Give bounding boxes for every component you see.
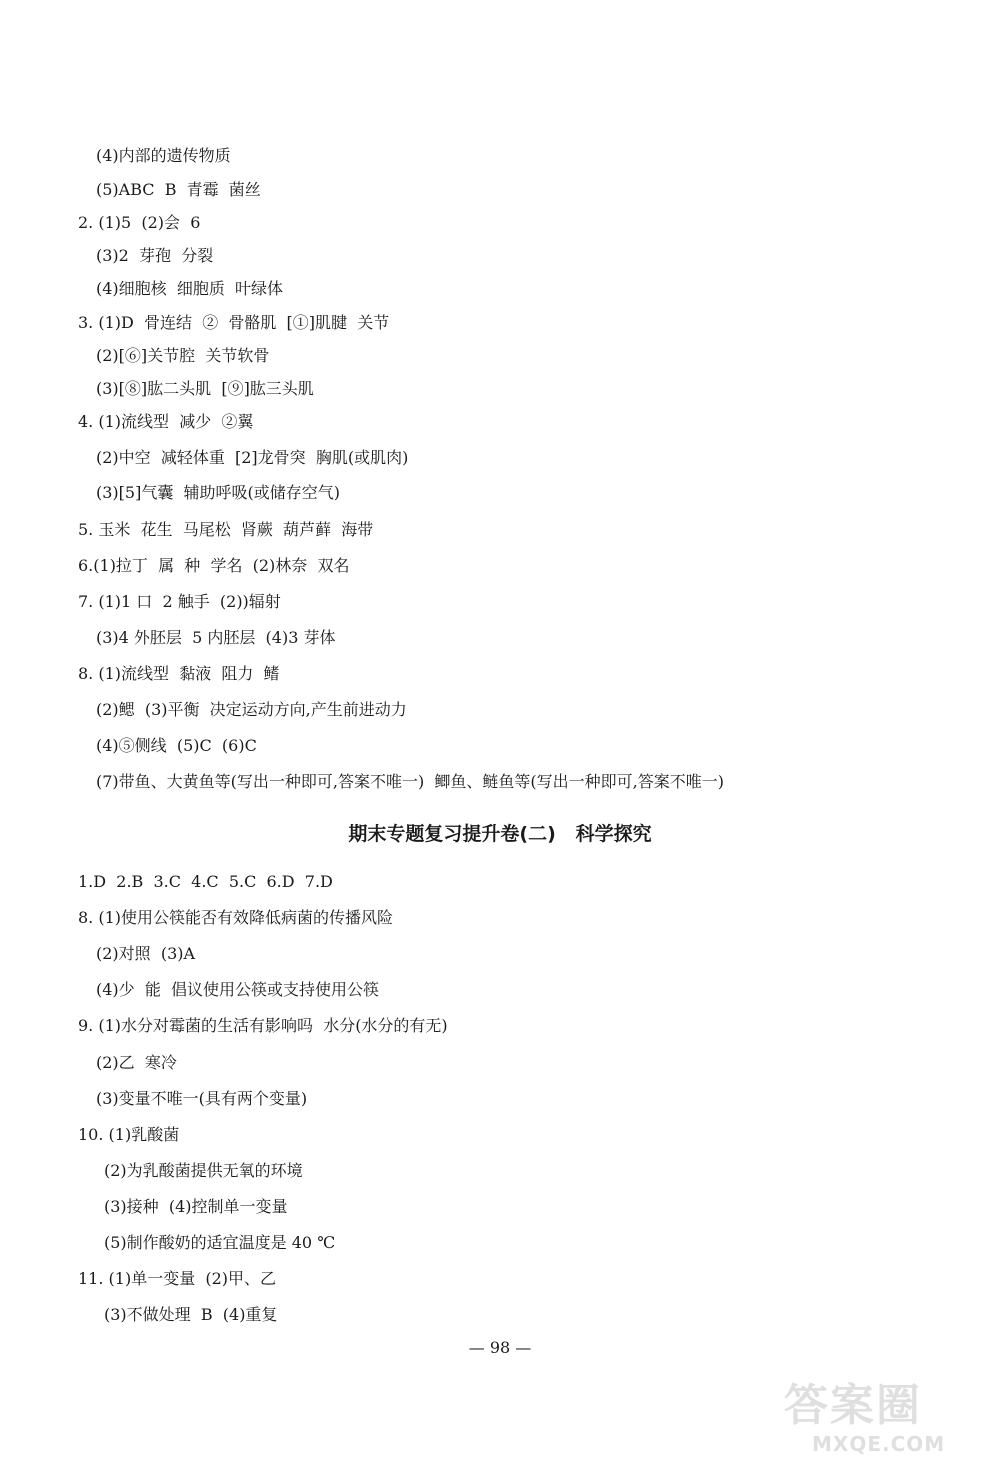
section-heading: 期末专题复习提升卷(二) 科学探究 [348, 823, 652, 845]
answer-line: 6.(1)拉丁 属 种 学名 (2)林奈 双名 [78, 556, 350, 575]
answer-line: (3)不做处理 B (4)重复 [104, 1305, 278, 1324]
answer-line: (3)变量不唯一(具有两个变量) [96, 1089, 308, 1108]
answer-line: (2)中空 减轻体重 [2]龙骨突 胸肌(或肌肉) [96, 448, 409, 467]
answer-line: 10. (1)乳酸菌 [78, 1125, 180, 1144]
answer-line: (5)ABC B 青霉 菌丝 [96, 180, 261, 199]
answer-line: (2)乙 寒冷 [96, 1053, 177, 1072]
watermark-logo-text: 答案圈 [784, 1380, 922, 1431]
answer-line: (3)[5]气囊 辅助呼吸(或储存空气) [96, 483, 340, 502]
answer-line: (2)[⑥]关节腔 关节软骨 [96, 346, 270, 365]
answer-line: (4)⑤侧线 (5)C (6)C [96, 736, 257, 755]
answer-line: (3)接种 (4)控制单一变量 [104, 1197, 288, 1216]
answer-line: 7. (1)1 口 2 触手 (2))辐射 [78, 592, 281, 611]
answer-line: (2)对照 (3)A [96, 944, 196, 963]
answer-line: 8. (1)流线型 黏液 阻力 鳍 [78, 664, 280, 683]
answer-line: 11. (1)单一变量 (2)甲、乙 [78, 1269, 277, 1288]
answer-line: 3. (1)D 骨连结 ② 骨骼肌 [①]肌腱 关节 [78, 313, 390, 332]
answer-line: (3)4 外胚层 5 内胚层 (4)3 芽体 [96, 628, 336, 647]
answer-line: (3)[⑧]肱二头肌 [⑨]肱三头肌 [96, 379, 314, 398]
answer-line: 4. (1)流线型 减少 ②翼 [78, 412, 254, 431]
answer-line: 2. (1)5 (2)会 6 [78, 213, 201, 232]
answer-line: (2)为乳酸菌提供无氧的环境 [104, 1161, 303, 1180]
answer-line: 1.D 2.B 3.C 4.C 5.C 6.D 7.D [78, 872, 333, 891]
answer-line: (4)细胞核 细胞质 叶绿体 [96, 279, 284, 298]
answer-line: (5)制作酸奶的适宜温度是 40 ℃ [104, 1233, 336, 1252]
answer-line: (2)鳃 (3)平衡 决定运动方向,产生前进动力 [96, 700, 407, 719]
page-number: — 98 — [468, 1338, 532, 1357]
answer-line: 9. (1)水分对霉菌的生活有影响吗 水分(水分的有无) [78, 1016, 448, 1035]
answer-line: (4)少 能 倡议使用公筷或支持使用公筷 [96, 980, 380, 999]
watermark-domain: MXQE.COM [812, 1432, 946, 1456]
answer-line: (7)带鱼、大黄鱼等(写出一种即可,答案不唯一) 鲫鱼、鲢鱼等(写出一种即可,答案不唯一) [96, 772, 724, 791]
answer-line: (4)内部的遗传物质 [96, 146, 231, 165]
answer-line: 5. 玉米 花生 马尾松 肾蕨 葫芦藓 海带 [78, 520, 374, 539]
site-watermark [784, 1382, 984, 1454]
answer-line: (3)2 芽孢 分裂 [96, 246, 214, 265]
answer-line: 8. (1)使用公筷能否有效降低病菌的传播风险 [78, 908, 394, 927]
